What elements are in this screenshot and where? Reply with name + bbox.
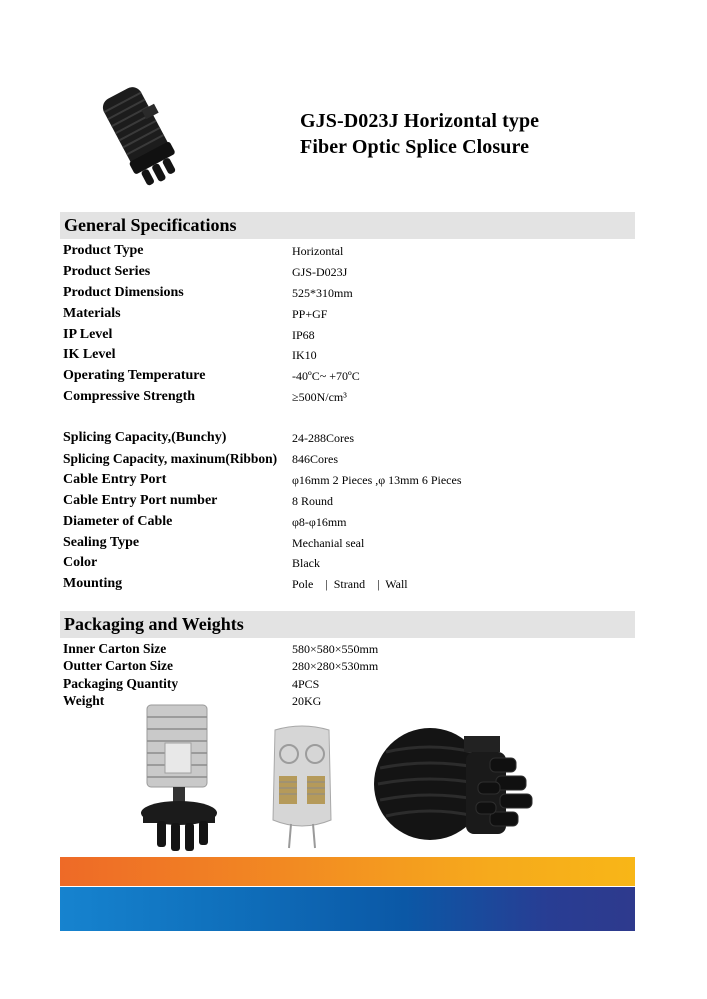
spec-value: IK10 bbox=[292, 348, 317, 362]
spec-row-operating-temperature bbox=[63, 368, 623, 388]
spec-row-materials bbox=[63, 306, 623, 326]
pack-label: Weight bbox=[63, 693, 105, 708]
spec-row-ik-level bbox=[63, 347, 623, 367]
spec-label: Cable Entry Port number bbox=[63, 493, 218, 508]
spec-row-product-series bbox=[63, 264, 623, 284]
pack-label: Outter Carton Size bbox=[63, 658, 173, 673]
footer-blue-band bbox=[60, 887, 635, 931]
spec-label: Cable Entry Port bbox=[63, 472, 167, 487]
spec-row-mounting bbox=[63, 576, 623, 596]
general-specifications-heading: General Specifications bbox=[64, 215, 237, 235]
spec-row-ip-level bbox=[63, 327, 623, 347]
spec-value: Horizontal bbox=[292, 244, 344, 258]
spec-value: Black bbox=[292, 556, 320, 570]
spec-row-splicing-capacity-bunchy bbox=[63, 430, 623, 450]
spec-value: 525*310mm bbox=[292, 286, 353, 300]
packaging-weights-heading: Packaging and Weights bbox=[64, 614, 244, 634]
spec-row-cable-entry-port-number bbox=[63, 493, 623, 513]
spec-label: Sealing Type bbox=[63, 535, 140, 550]
pack-value: 580×580×550mm bbox=[292, 642, 379, 656]
spec-label: Splicing Capacity,(Bunchy) bbox=[63, 430, 227, 445]
spec-value: ≥500N/cm³ bbox=[292, 390, 347, 404]
product-title-line2: Fiber Optic Splice Closure bbox=[300, 136, 530, 158]
pack-label: Packaging Quantity bbox=[63, 676, 179, 691]
splice-closure-photo bbox=[95, 82, 195, 194]
spec-row-diameter-of-cable bbox=[63, 514, 623, 534]
spec-row-cable-entry-port bbox=[63, 472, 623, 492]
splice-tray-photo bbox=[265, 724, 340, 852]
spec-value: φ8-φ16mm bbox=[292, 515, 347, 529]
spec-row-splicing-capacity-ribbon bbox=[63, 451, 623, 471]
spec-label: Color bbox=[63, 555, 98, 570]
packaging-weights-bar bbox=[60, 611, 635, 638]
spec-label: Product Dimensions bbox=[63, 285, 184, 300]
pack-label: Inner Carton Size bbox=[63, 641, 167, 656]
pack-row-outter-carton-size bbox=[63, 658, 623, 678]
open-closure-photo bbox=[135, 703, 230, 855]
pack-value: 20KG bbox=[292, 694, 322, 708]
general-specifications-bar bbox=[60, 212, 635, 239]
spec-value: PP+GF bbox=[292, 307, 328, 321]
spec-row-sealing-type bbox=[63, 535, 623, 555]
spec-row-compressive-strength bbox=[63, 389, 623, 409]
spec-label: Splicing Capacity, maxinum(Ribbon) bbox=[63, 451, 278, 466]
spec-value: Pole | Strand | Wall bbox=[292, 577, 408, 591]
spec-label: Materials bbox=[63, 306, 121, 321]
spec-value: -40ºC~ +70ºC bbox=[292, 369, 360, 383]
spec-value: IP68 bbox=[292, 328, 315, 342]
spec-value: 24-288Cores bbox=[292, 431, 354, 445]
spec-row-product-dimensions bbox=[63, 285, 623, 305]
closure-closeup-photo bbox=[372, 722, 537, 842]
spec-value: φ16mm 2 Pieces ,φ 13mm 6 Pieces bbox=[292, 473, 462, 487]
footer-orange-band bbox=[60, 857, 635, 886]
spec-value: Mechanial seal bbox=[292, 536, 365, 550]
spec-value: 8 Round bbox=[292, 494, 334, 508]
pack-value: 280×280×530mm bbox=[292, 659, 379, 673]
spec-label: IK Level bbox=[63, 347, 116, 362]
pack-value: 4PCS bbox=[292, 677, 320, 691]
product-title-line1: GJS-D023J Horizontal type bbox=[300, 110, 540, 132]
spec-value: GJS-D023J bbox=[292, 265, 348, 279]
spec-label: Product Type bbox=[63, 243, 144, 258]
spec-label: IP Level bbox=[63, 327, 113, 342]
spec-label: Compressive Strength bbox=[63, 389, 196, 404]
spec-label: Diameter of Cable bbox=[63, 514, 173, 529]
spec-value: 846Cores bbox=[292, 452, 338, 466]
spec-row-product-type bbox=[63, 243, 623, 263]
spec-label: Operating Temperature bbox=[63, 368, 206, 383]
spec-row-color bbox=[63, 555, 623, 575]
spec-label: Product Series bbox=[63, 264, 151, 279]
spec-label: Mounting bbox=[63, 576, 123, 591]
